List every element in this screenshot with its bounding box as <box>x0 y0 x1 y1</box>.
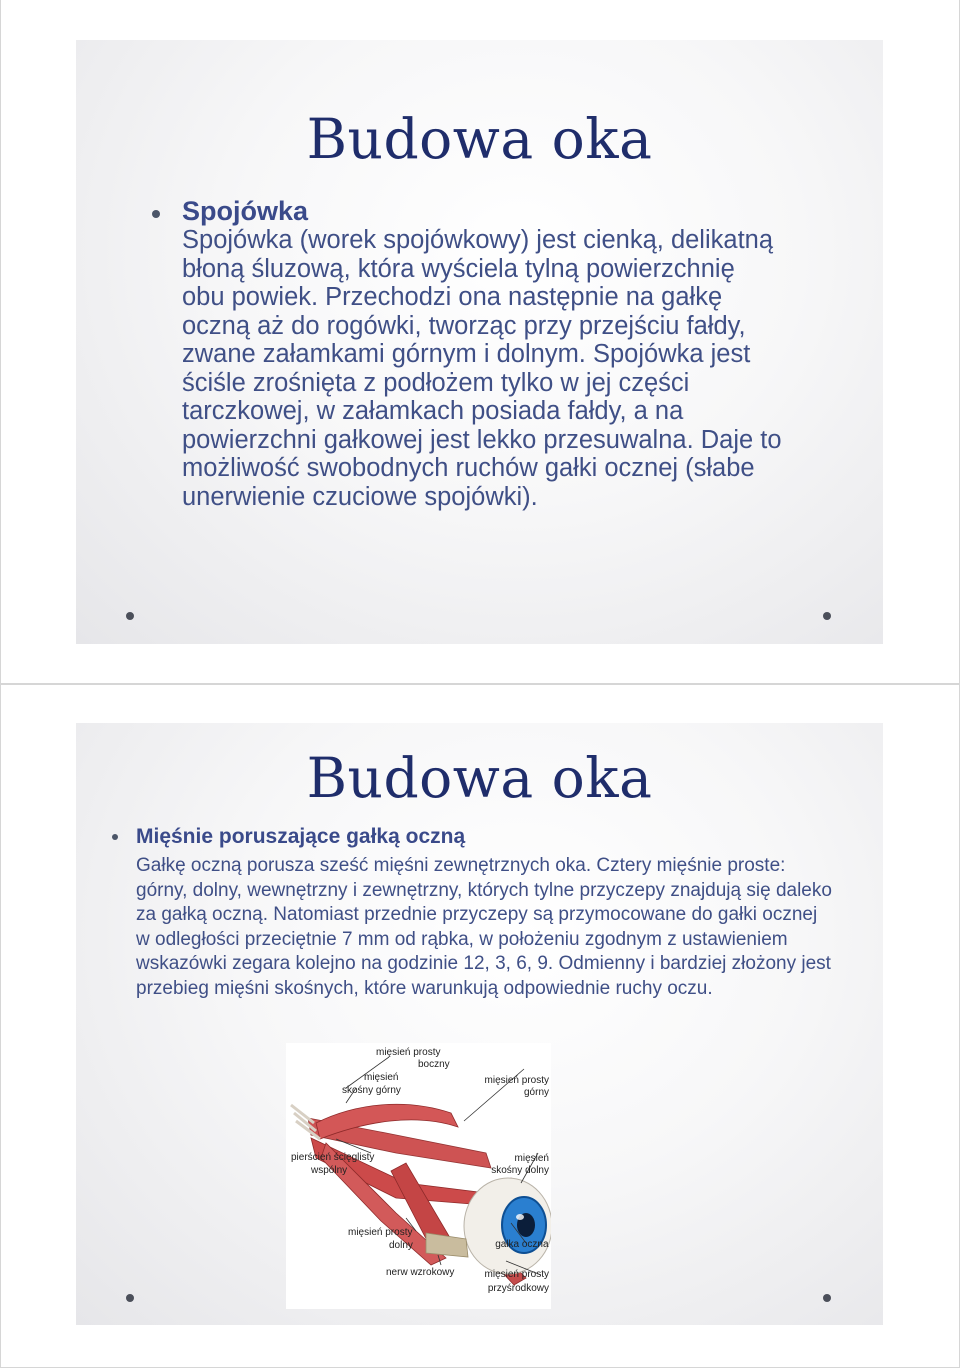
slide-2-body: Gałkę oczną porusza sześć mięśni zewnętrznych oka. Cztery mięśnie proste: górny, dolny, wewnętrzny i zewnętrzny, których tylne przyczepy znajdują się daleko za gałką oczną. Natomiast przednie przyczepy są przymocowane do gałki ocznej w odległości przeciętnie 7 mm od rąbka, w położeniu zgodnym z ustawieniem wskazówki zegara kolejno na godzinie 12, 3, 6, 9. Odmienny i bardziej złożony jest przebieg mięśni skośnych, które warunkują odpowiednie ruchy oczu. <box>136 855 832 999</box>
label-rectus-lateral-2: boczny <box>418 1059 450 1070</box>
nav-dot-right <box>823 1294 831 1302</box>
slide-1 <box>76 40 883 644</box>
nav-dot-left <box>126 612 134 620</box>
label-rectus-medial: mięsień prosty <box>484 1269 549 1280</box>
label-optic-nerve: nerw wzrokowy <box>386 1267 455 1278</box>
slide-2-title: Budowa oka <box>306 746 653 810</box>
label-oblique-superior-2: skośny górny <box>342 1085 401 1096</box>
slide-2 <box>76 723 883 1325</box>
label-oblique-inferior-2: skośny dolny <box>491 1165 549 1176</box>
label-rectus-inferior-2: dolny <box>389 1240 413 1251</box>
label-rectus-medial-2: przyśrodkowy <box>487 1283 549 1294</box>
eye-muscles-diagram <box>286 1043 551 1309</box>
slide-1-heading: Spojówka <box>182 196 309 226</box>
slide-1-title: Budowa oka <box>306 107 653 171</box>
label-rectus-superior: mięsień prosty <box>484 1075 549 1086</box>
label-oblique-inferior: mięsień <box>514 1153 549 1164</box>
label-eyeball: gałka oczna <box>495 1239 549 1250</box>
label-rectus-superior-2: górny <box>523 1087 549 1098</box>
slide-2-heading: Mięśnie poruszające gałką oczną <box>136 825 466 848</box>
label-oblique-superior: mięsień <box>364 1072 399 1083</box>
label-rectus-lateral: mięsień prosty <box>376 1047 441 1058</box>
label-rectus-inferior: mięsień prosty <box>348 1227 413 1238</box>
bullet-icon <box>152 210 160 218</box>
nav-dot-right <box>823 612 831 620</box>
slide-1-body: Spojówka (worek spojówkowy) jest cienką, delikatną błoną śluzową, która wyściela tylną powierzchnię obu powiek. Przechodzi ona następnie na gałkę oczną aż do rogówki, tworząc przy przejściu fałdy, zwane załamkami górnym i dolnym. Spojówka jest ściśle zrośnięta z podłożem tylko w jej części tarczkowej, w załamkach posiada fałdy, a na powierzchni gałkowej jest lekko przesuwalna. Daje to możliwość swobodnych ruchów gałki ocznej (słabe unerwienie czuciowe spojówki). <box>182 226 782 511</box>
label-ring: pierścień ścięglisty <box>291 1152 375 1163</box>
bullet-icon <box>112 834 118 840</box>
label-ring-2: wspólny <box>311 1165 348 1176</box>
nav-dot-left <box>126 1294 134 1302</box>
